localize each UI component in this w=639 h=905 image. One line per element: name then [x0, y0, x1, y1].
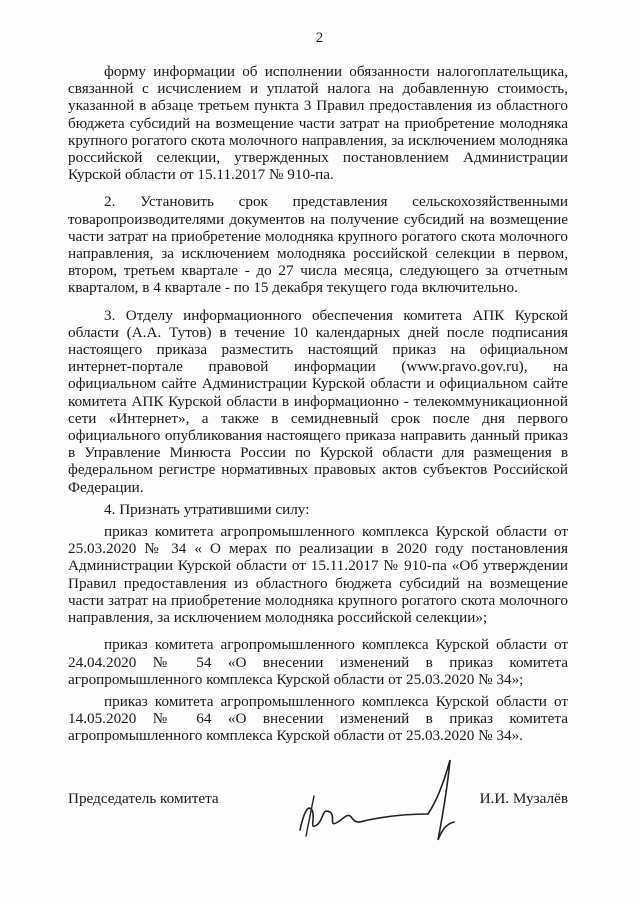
repealed-order-1: приказ комитета агропромышленного комплекса Курской области от 25.03.2020 № 34 « О мерах по реализации в 2020 году постановления Администрации Курской области от 15.11.2017 № 910-па «Об утверждении Правил предоставления из областного бюджета субсидий на возмещение части затрат на приобретение молодняка крупного рогатого скота молочного направления, за исключением молодняка российской селекции»;: [68, 523, 568, 627]
repealed-order-2: приказ комитета агропромышленного комплекса Курской области от 24.04.2020 № 54 «О внесении изменений в приказ комитета агропромышленного комплекса Курской области от 25.03.2020 № 34»;: [68, 636, 568, 688]
paragraph-continuation: форму информации об исполнении обязанности налогоплательщика, связанной с исчислением и уплатой налога на добавленную стоимость, указанной в абзаце третьем пункта 3 Правил предоставления из областного бюджета субсидий на возмещение части затрат на приобретение молодняка крупного рогатого скота молочного направления, за исключением молодняка российской селекции, утвержденных постановлением Администрации Курской области от 15.11.2017 № 910-па.: [68, 63, 568, 184]
page-number: 2: [315, 30, 324, 46]
signatory-name: И.И. Музалёв: [479, 790, 568, 807]
paragraph-item-4: 4. Признать утратившими силу:: [104, 500, 310, 518]
signature-block: [68, 782, 568, 842]
document-body: [68, 63, 568, 745]
repealed-order-3: приказ комитета агропромышленного комплекса Курской области от 14.05.2020 № 64 «О внесении изменений в приказ комитета агропромышленного комплекса Курской области от 25.03.2020 № 34».: [68, 692, 568, 745]
paragraph-item-2: 2. Установить срок представления сельскохозяйственными товаропроизводителями документов на получение субсидий на возмещение части затрат на приобретение молодняка крупного рогатого скота молочного направления, за исключением молодняка российской селекции в первом, втором, третьем квартале - до 27 числа месяца, следующего за отчетным кварталом, в 4 квартале - по 15 декабря текущего года включительно.: [68, 193, 568, 297]
paragraph-item-3: 3. Отделу информационного обеспечения комитета АПК Курской области (А.А. Тутов) в течение 10 календарных дней после подписания настоящего приказа разместить настоящий приказ на официальном интернет-портале правовой информации (www.pravo.gov.ru), на официальном сайте Администрации Курской области и официальном сайте комитета АПК Курской области в информационно - телекоммуникационной сети «Интернет», а также в семидневный срок после дня первого официального опубликования настоящего приказа направить данный приказ в Управление Минюста России по Курской области для размещения в федеральном регистре нормативных правовых актов субъектов Российской Федерации.: [68, 306, 568, 496]
handwritten-signature: [278, 752, 478, 852]
signatory-title: Председатель комитета: [68, 790, 219, 807]
